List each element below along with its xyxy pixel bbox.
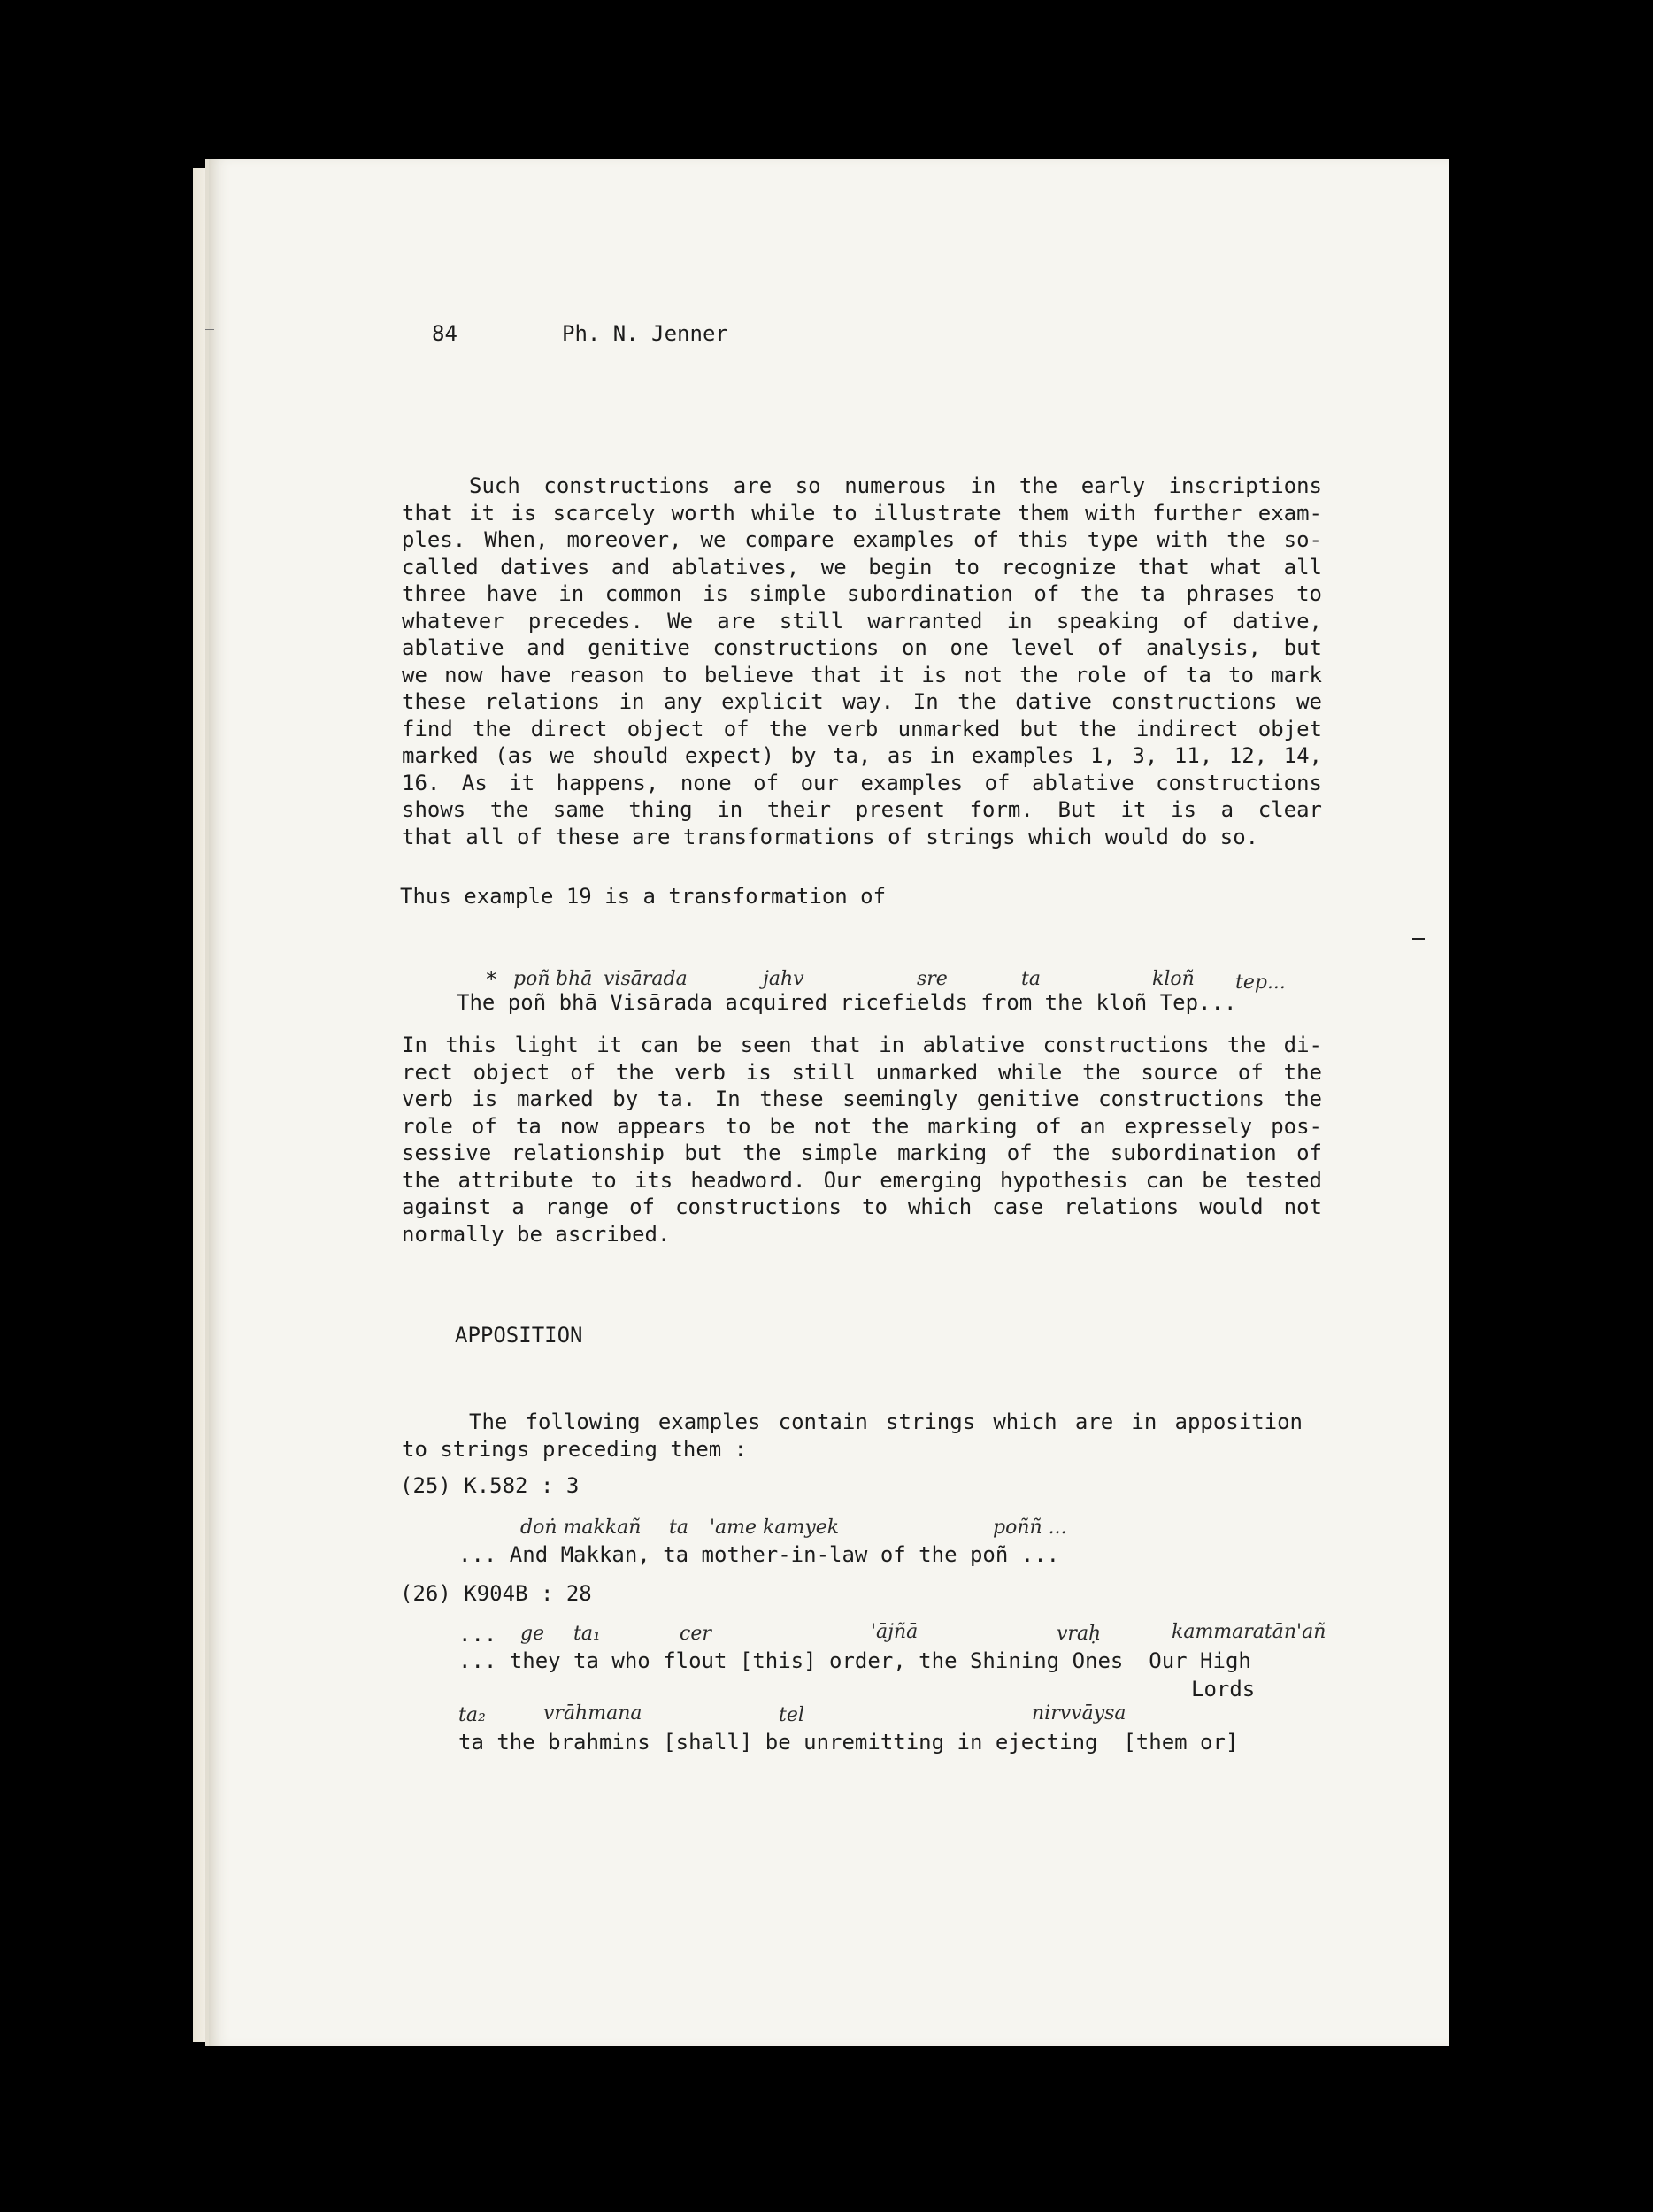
- word-transliteration: poñ: [513, 968, 550, 990]
- word-transliteration: ta: [1021, 968, 1041, 990]
- word-transliteration: ta₂: [458, 1704, 486, 1726]
- text-line: that all of these are transformations of strings which would do so.: [402, 824, 1259, 849]
- text-line: verb is marked by ta. In these seemingly genitive constructions the: [402, 1087, 1322, 1111]
- word-transliteration: jahv: [763, 968, 804, 990]
- margin-mark: [1412, 938, 1425, 940]
- page-number: 84: [432, 321, 457, 346]
- word-transliteration: 'ame kamyek: [710, 1517, 840, 1539]
- word-transliteration: kammaratān'añ: [1172, 1621, 1326, 1643]
- text-line: In this light it can be seen that in ablative constructions the di-: [402, 1033, 1322, 1057]
- word-transliteration: ta: [669, 1517, 688, 1539]
- text-line: that it is scarcely worth while to illustrate them with further exam-: [402, 500, 1322, 526]
- word-transliteration: vraḥ: [1057, 1623, 1102, 1645]
- text-line: normally be ascribed.: [402, 1221, 671, 1247]
- text-line: The following examples contain strings which are in apposition: [469, 1409, 1303, 1434]
- example-star: *: [485, 967, 498, 992]
- word-transliteration: bhā: [556, 968, 593, 990]
- word-transliteration: ta₁: [573, 1623, 601, 1645]
- example-26-gloss: ... they ta who flout [this] order, the Shining Ones Our High: [458, 1648, 1251, 1673]
- text-line: ples. When, moreover, we compare examples of this type with the so-: [402, 527, 1322, 552]
- text-line: three have in common is simple subordination of the ta phrases to: [402, 581, 1322, 606]
- text-line: to strings preceding them :: [402, 1436, 748, 1462]
- text-line: the attribute to its headword. Our emerging hypothesis can be tested: [402, 1167, 1322, 1193]
- text-line: whatever precedes. We are still warranted in speaking of dative,: [402, 608, 1322, 634]
- example-26-label: (26) K904B : 28: [400, 1581, 592, 1606]
- example-26-gloss-continued: Lords: [1191, 1677, 1256, 1701]
- word-transliteration: kloñ: [1152, 968, 1195, 990]
- word-transliteration: tep...: [1235, 972, 1286, 994]
- word-transliteration: 'ājñā: [871, 1621, 919, 1643]
- text-line: shows the same thing in their present form. But it is a clear: [402, 797, 1322, 822]
- word-transliteration: poññ ...: [993, 1517, 1067, 1539]
- word-transliteration: doṅ makkañ: [520, 1517, 642, 1539]
- text-line: role of ta now appears to be not the marking of an expressely pos-: [402, 1113, 1322, 1139]
- text-line: sessive relationship but the simple marking of the subordination of: [402, 1141, 1322, 1165]
- text-line: find the direct object of the verb unmarked but the indirect objet: [402, 716, 1322, 741]
- text-line: we now have reason to believe that it is not the role of ta to mark: [402, 662, 1322, 687]
- example-26-gloss-2: ta the brahmins [shall] be unremitting in ejecting [them or]: [458, 1730, 1239, 1755]
- section-heading: APPOSITION: [455, 1323, 583, 1348]
- text-line: marked (as we should expect) by ta, as in examples 1, 3, 11, 12, 14,: [402, 743, 1322, 768]
- word-transliteration: sre: [917, 968, 948, 990]
- text-line: called datives and ablatives, we begin to recognize that what all: [402, 554, 1322, 580]
- word-transliteration: nirvvāysa: [1032, 1702, 1126, 1724]
- word-transliteration: tel: [779, 1704, 804, 1726]
- text-line: 16. As it happens, none of our examples of ablative constructions: [402, 770, 1322, 795]
- word-transliteration: visārada: [604, 968, 688, 990]
- example-25-label: (25) K.582 : 3: [400, 1473, 580, 1498]
- word-transliteration: ge: [520, 1623, 545, 1645]
- paragraph-1: [402, 472, 1322, 850]
- text-line: against a range of constructions to which case relations would not: [402, 1194, 1322, 1219]
- paragraph-3: [402, 1409, 1303, 1463]
- text-line: rect object of the verb is still unmarked while the source of the: [402, 1059, 1322, 1085]
- word-transliteration: vrāhmana: [543, 1702, 642, 1724]
- example-gloss: The poñ bhā Visārada acquired ricefields from the kloñ Tep...: [457, 990, 1237, 1015]
- running-author: Ph. N. Jenner: [562, 321, 728, 346]
- example-25-gloss: ... And Makkan, ta mother-in-law of the poñ ...: [458, 1542, 1060, 1567]
- word-transliteration: cer: [680, 1623, 711, 1645]
- thus-line: Thus example 19 is a transformation of: [400, 884, 887, 909]
- text-line: these relations in any explicit way. In the dative constructions we: [402, 689, 1322, 714]
- margin-mark: [205, 329, 214, 330]
- word-transliteration: ...: [458, 1622, 497, 1647]
- text-line: ablative and genitive constructions on one level of analysis, but: [402, 635, 1322, 660]
- paragraph-2: [402, 1032, 1322, 1248]
- text-line: Such constructions are so numerous in the early inscriptions: [469, 473, 1322, 498]
